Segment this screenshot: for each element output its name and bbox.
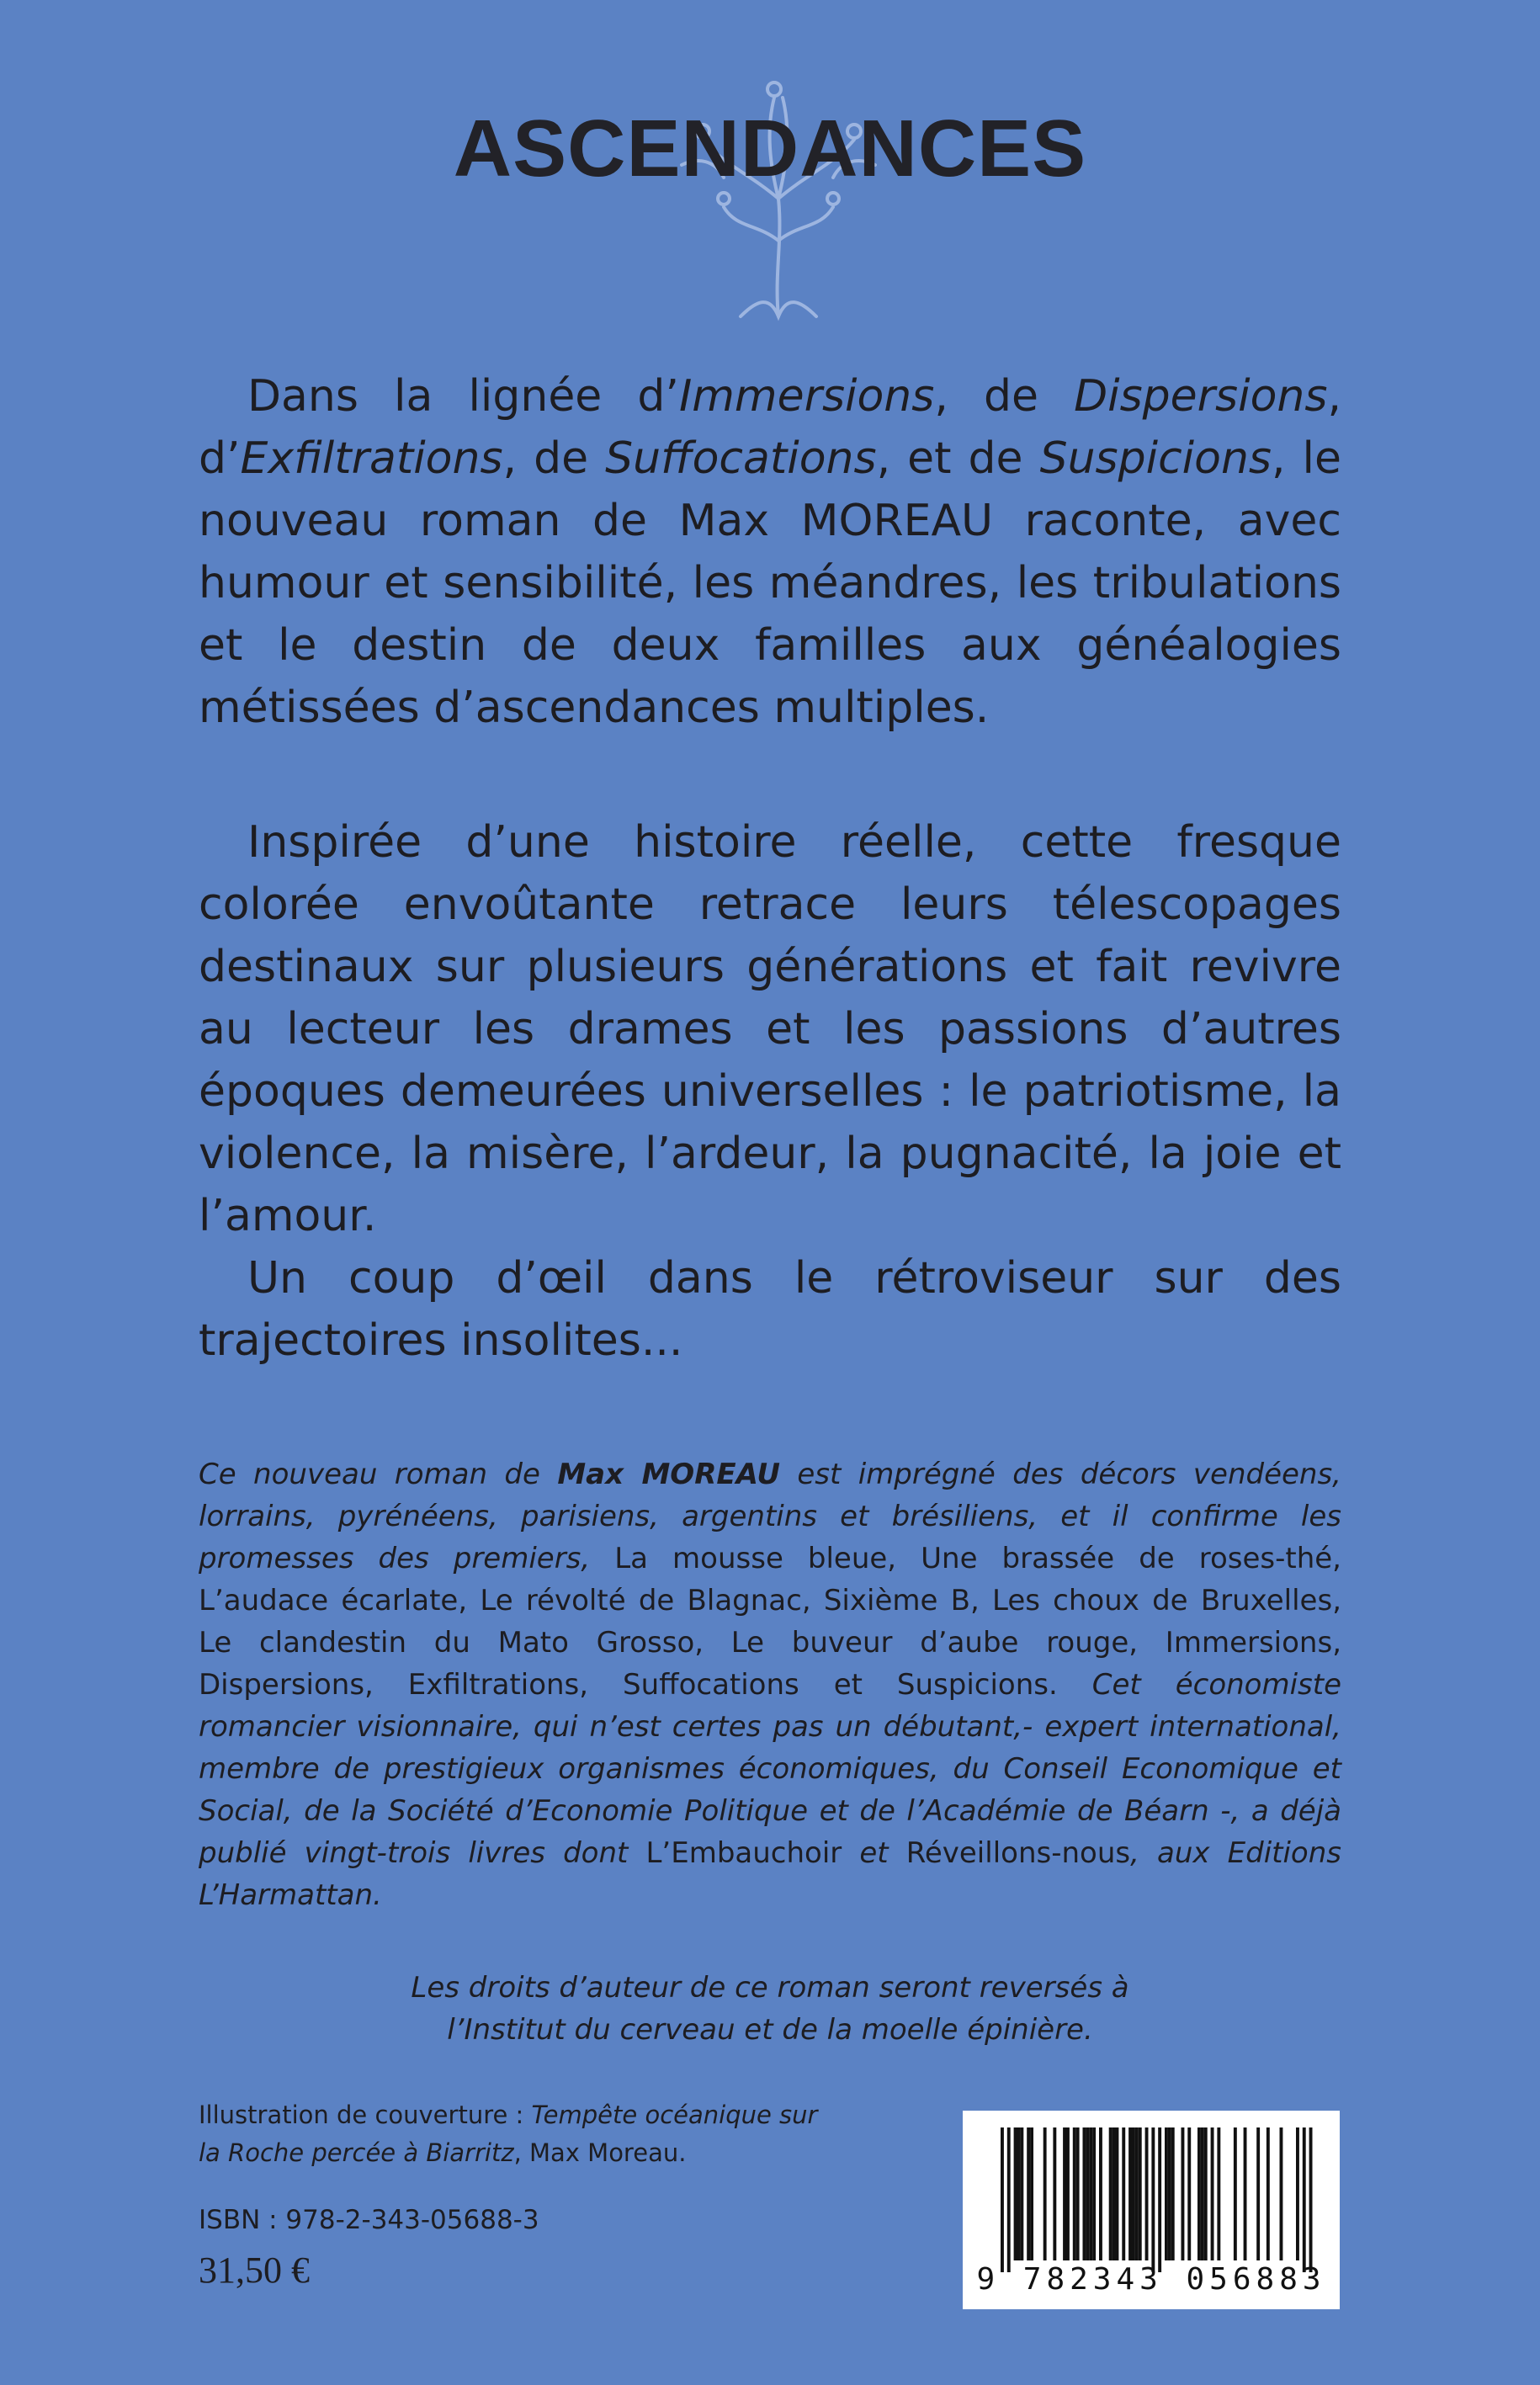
barcode-bar xyxy=(1053,2127,1056,2260)
barcode-bar xyxy=(1089,2127,1092,2260)
barcode-bar xyxy=(1109,2127,1113,2260)
barcode-bar xyxy=(1296,2127,1299,2260)
barcode-bar xyxy=(1280,2127,1283,2260)
barcode-bar xyxy=(1182,2127,1185,2260)
barcode-bar xyxy=(1001,2127,1004,2272)
author-bio xyxy=(199,1453,1341,1916)
barcode-bar xyxy=(1158,2127,1161,2272)
barcode-bar xyxy=(1303,2127,1306,2272)
credit-run: Illustration de couverture : xyxy=(199,2101,532,2129)
barcode xyxy=(963,2111,1340,2309)
barcode-bar xyxy=(1086,2127,1089,2260)
rights-line-2: l’Institut du cerveau et de la moelle épinière. xyxy=(447,2013,1093,2047)
barcode-bar xyxy=(1256,2127,1260,2260)
barcode-bar xyxy=(1165,2127,1168,2260)
barcode-bar xyxy=(1132,2127,1135,2260)
barcode-bar xyxy=(1122,2127,1125,2260)
bio-run: Ce nouveau roman de xyxy=(199,1458,558,1491)
credit-run: Tempête océanique sur la Roche percée à Biarritz xyxy=(199,2101,818,2167)
bio-run: La mousse bleue, Une brassée de roses-thé, L’audace écarlate, Le révolté de Blagnac, Sixième B, Les choux de Bruxelles, Le clandestin du Mato Grosso, Le buveur d’aube rouge, Immersions, Dispersions, Exfiltrations, Suffocations et Suspicions. xyxy=(199,1542,1341,1702)
blurb-1-run: Dispersions xyxy=(1074,371,1328,422)
barcode-bar xyxy=(1113,2127,1116,2260)
barcode-bar xyxy=(1030,2127,1033,2260)
barcode-bar xyxy=(1063,2127,1066,2260)
barcode-bar xyxy=(1211,2127,1214,2260)
barcode-bar xyxy=(1204,2127,1208,2260)
isbn: ISBN : 978-2-343-05688-3 xyxy=(199,2205,539,2235)
barcode-bar xyxy=(1187,2127,1191,2260)
blurb-1-run: , de xyxy=(502,433,606,484)
author-rights-note xyxy=(0,1967,1540,2051)
blurb-1-run: Exfiltrations xyxy=(240,433,503,484)
barcode-bar xyxy=(1017,2127,1021,2260)
barcode-bar xyxy=(1099,2127,1102,2260)
bio-run: , aux Editions L’Harmattan. xyxy=(199,1836,1341,1912)
barcode-bar xyxy=(1027,2127,1030,2260)
bio-run: et xyxy=(859,1836,889,1870)
cover-illustration-credit xyxy=(199,2096,838,2172)
book-title: ASCENDANCES xyxy=(453,104,1087,194)
rights-line-1: Les droits d’auteur de ce roman seront reversés à xyxy=(411,1971,1129,2005)
barcode-bar xyxy=(1244,2127,1247,2260)
blurb-1-run: Immersions xyxy=(678,371,935,422)
barcode-bar xyxy=(1201,2127,1204,2260)
bio-run: Max MOREAU xyxy=(557,1458,780,1491)
barcode-bar xyxy=(1151,2127,1155,2272)
blurb-1-run: , et de xyxy=(876,433,1040,484)
bio-run: Réveillons-nous xyxy=(888,1836,1131,1870)
blurb-1-run: , de xyxy=(934,371,1075,422)
barcode-bar xyxy=(1267,2127,1270,2260)
blurb-1-run: Suffocations xyxy=(605,433,877,484)
blurb-text-2: Inspirée d’une histoire réelle, cette fresque colorée envoûtante retrace leurs télescopages destinaux sur plusieurs générations et fait revivre au lecteur les drames et les passions d’autres époques demeurées universelles : le patriotisme, la violence, la misère, l’ardeur, la pugnacité, la joie et l’amour. xyxy=(199,817,1341,1241)
barcode-bar xyxy=(1171,2127,1175,2260)
barcode-bar xyxy=(1217,2127,1220,2260)
blurb-1-run: Dans la lignée d’ xyxy=(247,371,679,422)
blurb-1-run: , le nouveau roman de Max MOREAU raconte, avec humour et sensibilité, les méandres, les tribulations et le destin de deux familles aux généalogies métissées d’ascendances multiples. xyxy=(199,433,1341,733)
blurb-1-run: Suspicions xyxy=(1039,433,1272,484)
barcode-bar xyxy=(1066,2127,1070,2260)
blurb-text-3: Un coup d’œil dans le rétroviseur sur des trajectoires insolites... xyxy=(199,1253,1341,1366)
barcode-bar xyxy=(1043,2127,1047,2260)
barcode-bar xyxy=(1092,2127,1096,2260)
blurb-1-run: , d’ xyxy=(199,371,1341,484)
bio-run: est imprégné des décors vendéens, lorrains, pyrénéens, parisiens, argentins et brésiliens, et il confirme les promesses des premiers, xyxy=(199,1458,1341,1575)
barcode-bar xyxy=(1076,2127,1080,2260)
barcode-bar xyxy=(1116,2127,1119,2260)
barcode-digits: 9 782343 056883 xyxy=(976,2262,1326,2297)
barcode-bar xyxy=(1135,2127,1139,2260)
blurb-paragraph-2 xyxy=(199,811,1341,1372)
barcode-bar xyxy=(1128,2127,1132,2260)
barcode-bar xyxy=(1083,2127,1086,2260)
bio-run: L’Embauchoir xyxy=(628,1836,860,1870)
barcode-bar xyxy=(1234,2127,1237,2260)
barcode-bar xyxy=(1073,2127,1076,2260)
barcode-bar xyxy=(1197,2127,1201,2260)
barcode-bar xyxy=(1139,2127,1142,2260)
barcode-bar xyxy=(1020,2127,1023,2260)
barcode-bar xyxy=(1145,2127,1149,2260)
blurb-text-1 xyxy=(199,365,1341,739)
barcode-bar xyxy=(1309,2127,1313,2272)
bio-run: Cet économiste romancier visionnaire, qui n’est certes pas un débutant,- expert international, membre de prestigieux organismes économiques, du Conseil Economique et Social, de la Société d’Economie Politique et de l’Académie de Béarn -, a déjà publié vingt-trois livres dont xyxy=(199,1668,1342,1870)
price: 31,50 € xyxy=(199,2250,310,2291)
barcode-bar xyxy=(1168,2127,1171,2260)
barcode-bar xyxy=(1007,2127,1011,2272)
credit-run: , Max Moreau. xyxy=(513,2138,687,2167)
barcode-bar xyxy=(1014,2127,1017,2260)
blurb-paragraph-1 xyxy=(199,365,1341,739)
